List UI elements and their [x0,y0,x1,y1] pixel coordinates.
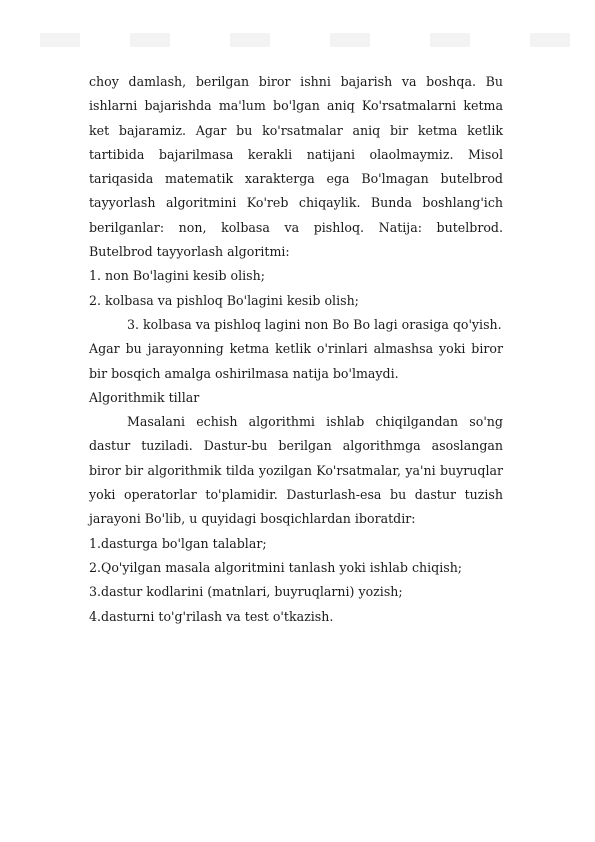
paragraph-consequence: Agar bu jarayonning ketma ketlik o'rinlari almashsa yoki biror bir bosqich amalga oshirilmasa natija bo'lmaydi. [89,341,503,381]
list-item: 1.dasturga bo'lgan talablar; [89,535,267,551]
list-item: 1. non Bo'lagini kesib olish; [89,268,265,284]
list-item: 2. kolbasa va pishloq Bo'lagini kesib olish; [89,292,359,308]
list-item: 3. kolbasa va pishloq lagini non Bo Bo lagi orasiga qo'yish. [127,316,502,332]
list-item: 4.dasturni to'g'rilash va test o'tkazish. [89,608,334,624]
document-body [89,70,503,629]
section-heading: Algorithmik tillar [89,389,200,405]
paragraph-intro: choy damlash, berilgan biror ishni bajarish va boshqa. Bu ishlarni bajarishda ma'lum bo'lgan aniq Ko'rsatmalarni ketma ket bajaramiz. Agar bu ko'rsatmalar aniq bir ketma ketlik tartibida bajarilmasa kerakli natijani olaolmaymiz. Misol tariqasida matematik xarakterga ega Bo'lmagan butelbrod tayyorlash algoritmini Ko'reb chiqaylik. Bunda boshlang'ich berilganlar: non, kolbasa va pishloq. Natija: butelbrod. Butelbrod tayyorlash algoritmi: [89,74,503,260]
list-item: 3.dastur kodlarini (matnlari, buyruqlarni) yozish; [89,584,403,600]
list-item: 2.Qo'yilgan masala algoritmini tanlash yoki ishlab chiqish; [89,559,463,575]
paragraph-programming: Masalani echish algorithmi ishlab chiqilgandan so'ng dastur tuziladi. Dastur-bu berilgan algorithmga asoslangan biror bir algorithmik tilda yozilgan Ko'rsatmalar, ya'ni buyruqlar yoki operatorlar to'plamidir. Dasturlash-esa bu dastur tuzish jarayoni Bo'lib, u quyidagi bosqichlardan iboratdir: [89,414,503,527]
